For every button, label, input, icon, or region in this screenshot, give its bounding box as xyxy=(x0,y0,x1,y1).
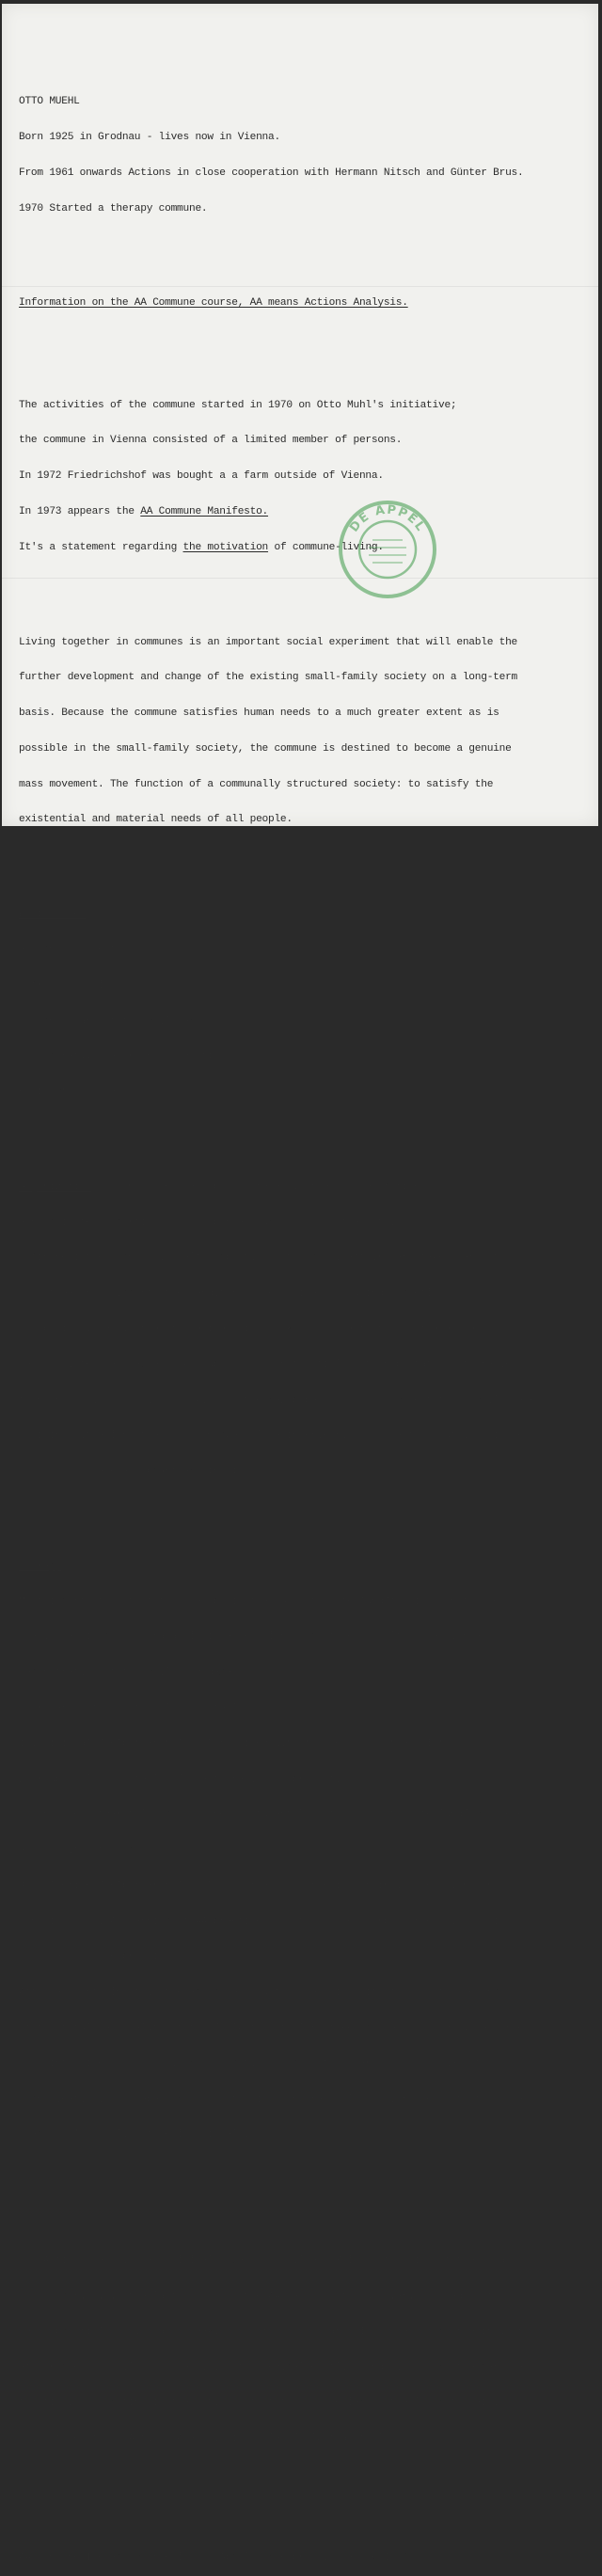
manifesto-line xyxy=(19,506,583,518)
header-block xyxy=(19,72,583,238)
organization-section xyxy=(19,1158,583,1502)
basic-rules-heading: Basic rules xyxy=(19,909,87,921)
history-line: af a repressed childhood, re-living the oedipal conflict and dissolving the parental xyxy=(19,2361,530,2374)
intro-paragraph xyxy=(19,375,583,577)
organization-heading-line xyxy=(19,1182,583,1194)
therapy-line: After a short time this therapy makes you feel less inhibited; a positive change xyxy=(19,1987,506,1999)
organization-line: They also have an appartment in Vienna. xyxy=(19,1466,269,1478)
rule-item: e direct democracy xyxy=(19,1087,129,1099)
intro-line: the commune in Vienna consisted of a limited member of persons. xyxy=(19,435,403,447)
organization-line: film and music recording, working on the newspaper, commune documentation, child-care. xyxy=(19,1394,542,1407)
motivation-prefix: It's a statement regarding xyxy=(19,541,183,553)
rule-item: c common care of the children xyxy=(19,1015,196,1027)
therapy-line: demonstration of the childhood damages. xyxy=(19,1667,257,1679)
therapy-heading-line xyxy=(19,1561,583,1573)
living-line: basis. Because the commune satisfies human needs to a much greater extent as is xyxy=(19,708,499,720)
history-line: fixation, culminating in the acting out of these experiences freely in the air. xyxy=(19,2397,499,2409)
author-name: OTTO MUEHL xyxy=(19,96,80,108)
therapy-line: alone, without help. xyxy=(19,1845,141,1857)
organization-line: a no private properties such as bankaccount, car, clothes etc. xyxy=(19,1216,396,1229)
history-line: development: loosening and breaking up of the body armoring, overcoming the inhibitions xyxy=(19,2326,548,2338)
rule-item: a common property xyxy=(19,944,122,956)
history-line: The ActionsAnalysis was originally based on Wilhelm Reich's theories of the human xyxy=(19,2255,512,2267)
therapy-line: more intensively, fears diminish, emotions come out and are used as a way of xyxy=(19,2058,482,2070)
history-line: body armoring. In the last two years the AA has gone through various stages of xyxy=(19,2291,494,2303)
therapy-line: shape one's own lifestyle individually. xyxy=(19,2129,257,2141)
intro-line: In 1972 Friedrichshof was bought a a farm outside of Vienna. xyxy=(19,470,384,483)
info-heading: Information on the AA Commune course, AA means Actions Analysis. xyxy=(19,296,408,309)
therapy-heading: Therapy xyxy=(19,1560,62,1572)
history-line: This stage of the Aktions Analysis is called "Selbstdarstellung" xyxy=(19,2433,408,2445)
organization-line: d living-situation: the communemembers live in Friedrichshof, a farm outside Vienne. xyxy=(19,1430,530,1442)
organization-note: : (some rules have been altered in the course of time) xyxy=(91,1181,427,1193)
organization-line: several interchangeable workgroups: labor in the fields, transportation, therapies, xyxy=(19,1359,524,1371)
rule-item: b free sexuality xyxy=(19,979,117,992)
therapy-section xyxy=(19,1537,583,2165)
birth-line: Born 1925 in Grodnau - lives now in Vienna. xyxy=(19,132,280,144)
therapy-heading-suffix: : xyxy=(61,1560,74,1572)
stamp-inner-ring xyxy=(359,521,416,578)
therapy-line: 4 Collective "Selbstdarstellung" - synthesis of feeling, thinking, emotions and xyxy=(19,1880,499,1892)
document-body xyxy=(19,49,583,2576)
living-line: existential and material needs of all people. xyxy=(19,814,293,826)
living-line: possible in the small-family society, the commune is destined to become a genuine xyxy=(19,742,512,755)
manifesto-prefix: In 1973 appears the xyxy=(19,505,141,517)
organization-line: b finance: the commune is self-supporting - the money affairs are taken care of by xyxy=(19,1252,518,1264)
organization-line: a treasurer. Important expenditures are decided on during a meeting. xyxy=(19,1288,451,1300)
stamp-text: DE APPEL xyxy=(347,502,428,535)
therapy-line: Most important part of the therapy is the "Selbstdarstellung"; This is not role- xyxy=(19,1596,506,1608)
actions-line: From 1961 onwards Actions in close cooperation with Hermann Nitsch and Günter Brus. xyxy=(19,167,524,179)
therapy-line: vocal and body-expression. xyxy=(19,1951,178,1964)
organization-line: c labor: anybody is free to decide which work he/she wants to do; there are xyxy=(19,1323,475,1335)
manifesto-title: AA Commune Manifesto. xyxy=(140,505,269,517)
intro-line: The activities of the commune started in 1970 on Otto Muhl's initiative; xyxy=(19,399,457,411)
de-appel-stamp-icon xyxy=(337,499,438,600)
living-line: further development and change of the existing small-family society on a long-term xyxy=(19,672,518,684)
living-line: mass movement. The function of a communally structured society: to satisfy the xyxy=(19,778,494,790)
motivation-underlined: the motivation xyxy=(182,541,269,553)
therapy-line: of the total personality of the "Selbstdarsteller" takes place. The body is experienced xyxy=(19,2022,548,2034)
therapy-line: 1 Individual "Selbstdarstellung" realised with the help of a therapist xyxy=(19,1738,445,1750)
therapy-line: 3 Mono "Selbstdarstellung" - avanced "students" do the "Selbstdarstellung" completely xyxy=(19,1809,536,1821)
therapy-line: 2 Group "Selbstdarstellung" - a therapist is present. xyxy=(19,1773,341,1786)
motivation-line xyxy=(19,542,583,554)
motivation-suffix: of commune-living. xyxy=(268,541,384,553)
stamp-hatch xyxy=(369,540,406,563)
rule-item: d cooperative labor and production xyxy=(19,1051,226,1063)
basic-rules-section xyxy=(19,885,583,1122)
history-paragraph xyxy=(19,2232,583,2469)
therapy-line: consciousness. A learning of AA practise. The tools are: verbal, rhetoric, musical, xyxy=(19,1916,524,1928)
living-line: Living together in communes is an important social experiment that will enable the xyxy=(19,636,518,648)
organization-heading: Organization xyxy=(19,1181,92,1193)
living-paragraph xyxy=(19,612,583,850)
therapy-line: playing as in psycho-drama, it is an emotional spontaneous self-expression and xyxy=(19,1631,494,1644)
course-footer: AA Commune Therapy course in "de Appel" on February 5 and 6 1977 xyxy=(19,2552,408,2564)
therapy-line: There are 4 forms of "Selbstdarstellung": xyxy=(19,1702,269,1714)
commune-line: 1970 Started a therapy commune. xyxy=(19,202,208,215)
therapy-line: communication. The dependency on authority can gradually be overcome so that one can xyxy=(19,2093,530,2106)
